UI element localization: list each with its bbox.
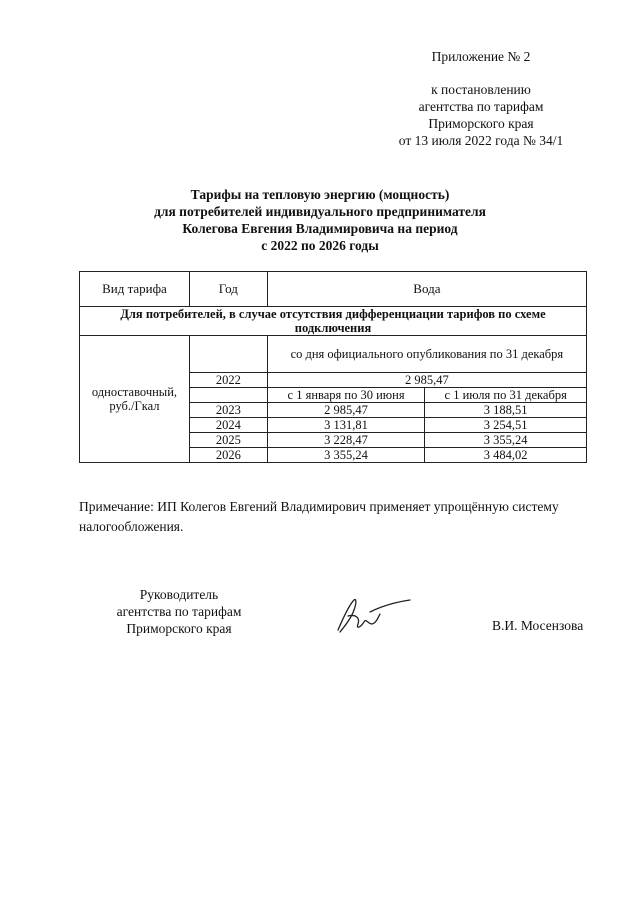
signatory-line-2: агентства по тарифам bbox=[116, 604, 242, 619]
signatory-line-1: Руководитель bbox=[139, 587, 219, 602]
period-h1-cell: с 1 января по 30 июня bbox=[267, 388, 425, 403]
annex-header bbox=[376, 48, 586, 149]
note-text: Примечание: ИП Колегов Евгений Владимирович применяет упрощённую систему налогообложения. bbox=[79, 499, 559, 534]
signatory-line-3: Приморского края bbox=[126, 621, 232, 636]
group-label: Для потребителей, в случае отсутствия дифференциации тарифов по схеме подключения bbox=[80, 307, 587, 336]
annex-line-1: к постановлению bbox=[431, 82, 531, 97]
title-line-2: для потребителей индивидуального предпринимателя bbox=[154, 204, 486, 219]
signatory-block bbox=[79, 586, 279, 637]
year-cell-empty bbox=[189, 388, 267, 403]
value-h2-cell: 3 484,02 bbox=[425, 448, 587, 463]
document-title bbox=[60, 186, 580, 254]
header-water: Вода bbox=[267, 272, 586, 307]
value-h2-cell: 3 254,51 bbox=[425, 418, 587, 433]
table-row bbox=[80, 336, 587, 373]
value-h1-cell: 2 985,47 bbox=[267, 403, 425, 418]
value-cell: 2 985,47 bbox=[267, 373, 586, 388]
year-cell: 2025 bbox=[189, 433, 267, 448]
tariff-table bbox=[79, 271, 587, 463]
title-line-3: Колегова Евгения Владимировича на период bbox=[182, 221, 458, 236]
tariff-name-cell: одноставочный, руб./Гкал bbox=[80, 336, 190, 463]
table-header-row bbox=[80, 272, 587, 307]
signatory-name: В.И. Мосензова bbox=[492, 618, 584, 633]
value-h1-cell: 3 355,24 bbox=[267, 448, 425, 463]
group-row bbox=[80, 307, 587, 336]
year-cell: 2023 bbox=[189, 403, 267, 418]
year-cell: 2024 bbox=[189, 418, 267, 433]
header-year: Год bbox=[189, 272, 267, 307]
annex-line-2: агентства по тарифам bbox=[418, 99, 544, 114]
value-h2-cell: 3 355,24 bbox=[425, 433, 587, 448]
title-line-1: Тарифы на тепловую энергию (мощность) bbox=[190, 187, 450, 202]
year-cell: 2022 bbox=[189, 373, 267, 388]
title-line-4: с 2022 по 2026 годы bbox=[261, 238, 379, 253]
period-first-cell: со дня официального опубликования по 31 декабря bbox=[267, 336, 586, 373]
annex-number: Приложение № 2 bbox=[431, 49, 531, 64]
year-cell-empty bbox=[189, 336, 267, 373]
year-cell: 2026 bbox=[189, 448, 267, 463]
annex-line-3: Приморского края bbox=[428, 116, 534, 131]
handwritten-signature bbox=[330, 594, 420, 638]
period-h2-cell: с 1 июля по 31 декабря bbox=[425, 388, 587, 403]
value-h1-cell: 3 228,47 bbox=[267, 433, 425, 448]
annex-line-4: от 13 июля 2022 года № 34/1 bbox=[398, 133, 564, 148]
header-tariff-type: Вид тарифа bbox=[80, 272, 190, 307]
value-h1-cell: 3 131,81 bbox=[267, 418, 425, 433]
value-h2-cell: 3 188,51 bbox=[425, 403, 587, 418]
